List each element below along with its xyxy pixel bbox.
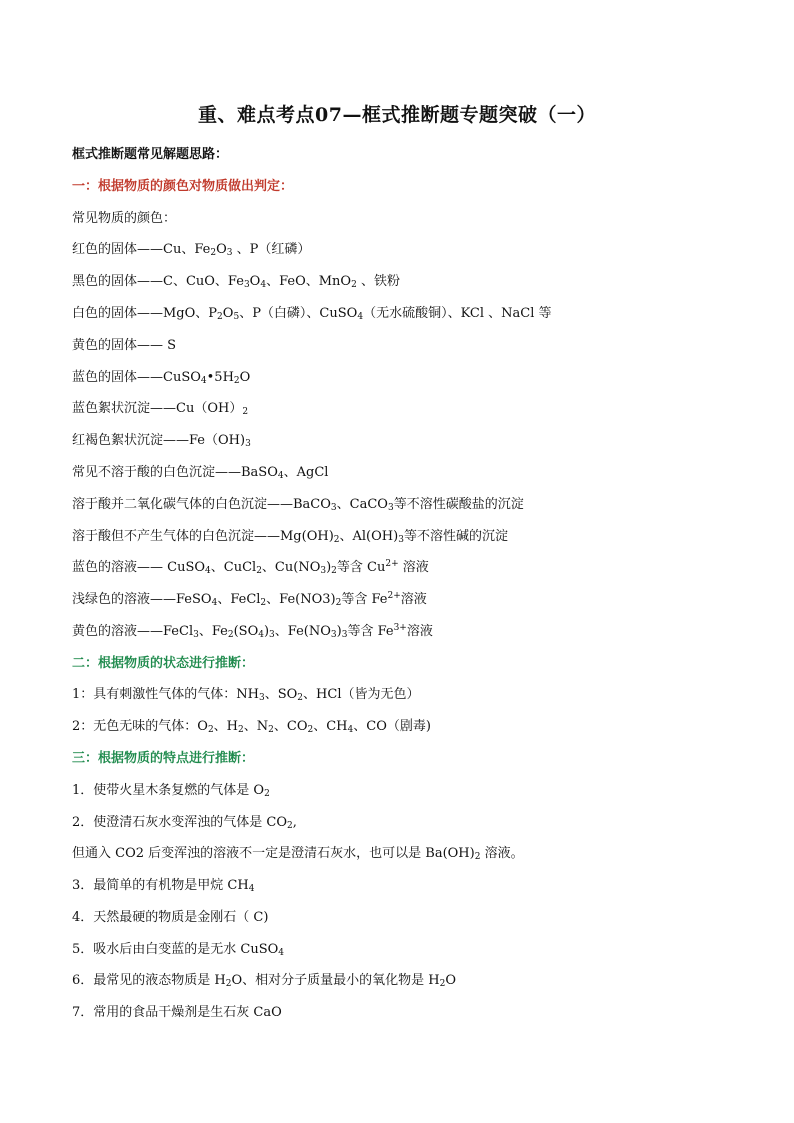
list-item: 白色的固体——MgO、$P_2O_5$、P（白磷）、CuSO$_4$（无水硫酸铜）、KCl 、NaCl 等 (72, 306, 552, 322)
section1-heading: 一：根据物质的颜色对物质做出判定： (72, 179, 294, 194)
list-item: 蓝色的溶液—— CuSO$_4$、CuCl$_2$、$Cu(NO_3)_2$等含 $Cu^{2+}$ 溶液 (72, 559, 429, 576)
section1-subheading: 常见物质的颜色： (72, 211, 177, 226)
list-item: 黄色的固体—— S (72, 338, 177, 353)
list-item: 5．吸水后由白变蓝的是无水 CuSO$_4$ (72, 942, 285, 958)
intro-heading: 框式推断题常见解题思路： (72, 147, 229, 162)
list-item: 3．最简单的有机物是甲烷 $CH_4$ (72, 878, 255, 894)
list-item: 溶于酸但不产生气体的白色沉淀$——Mg(OH)_2$、$Al(OH)_3$等不溶性碱的沉淀 (72, 529, 508, 545)
list-item: 2．使澄清石灰水变浑浊的气体是 $CO_2$, (72, 815, 297, 831)
list-item: 7．常用的食品干燥剂是生石灰 CaO (72, 1005, 282, 1020)
list-item: 黄色的溶液——FeCl$_3$、$Fe_2(SO_4)_3$、$Fe(NO_3)_3$等含 $Fe^{3+}$溶液 (72, 623, 433, 640)
list-item: 1．使带火星木条复燃的气体是 $O_2$ (72, 783, 270, 799)
list-item: 蓝色絮状沉淀$——Cu(OH)_2$ (72, 401, 249, 417)
list-item: 蓝色的固体$——CuSO_4•5H_2O$ (72, 370, 251, 386)
page-title: 重、难点考点07—框式推断题专题突破（一） (198, 104, 596, 126)
list-item: 黑色的固体——C、CuO、$Fe_3O_4$、FeO、MnO$_2$ 、铁粉 (72, 274, 400, 290)
list-item: 4．天然最硬的物质是金刚石（ C) (72, 910, 269, 925)
list-item: 浅绿色的溶液——FeSO$_4$、FeCl$_2$、$Fe(NO3)_2$等含 $Fe^{2+}$溶液 (72, 591, 427, 608)
list-item: 6．最常见的液态物质是 $H_2O$、相对分子质量最小的氧化物是 $H_2O$ (72, 973, 457, 989)
list-item: 红褐色絮状沉淀$——Fe(OH)_3$ (72, 433, 251, 449)
list-item: 但通入 CO2 后变浑浊的溶液不一定是澄清石灰水，也可以是 $Ba(OH)_2$ 溶液。 (72, 846, 524, 862)
list-item: 溶于酸并二氧化碳气体的白色沉淀——BaCO$_3$、CaCO$_3$等不溶性碳酸盐的沉淀 (72, 497, 524, 513)
list-item: 红色的固体——Cu、$Fe_2O_3$ 、P（红磷） (72, 242, 311, 258)
section2-heading: 二：根据物质的状态进行推断： (72, 656, 255, 671)
section3-heading: 三：根据物质的特点进行推断： (72, 751, 255, 766)
list-item: 1：具有刺激性气体的气体：$NH_3$、$SO_2$、HCl（皆为无色） (72, 687, 420, 703)
list-item: 常见不溶于酸的白色沉淀——BaSO$_4$、AgCl (72, 465, 329, 481)
list-item: 2：无色无味的气体：$O_2$、$H_2$、$N_2$、$CO_2$、$CH_4$、CO（剧毒) (72, 719, 431, 735)
